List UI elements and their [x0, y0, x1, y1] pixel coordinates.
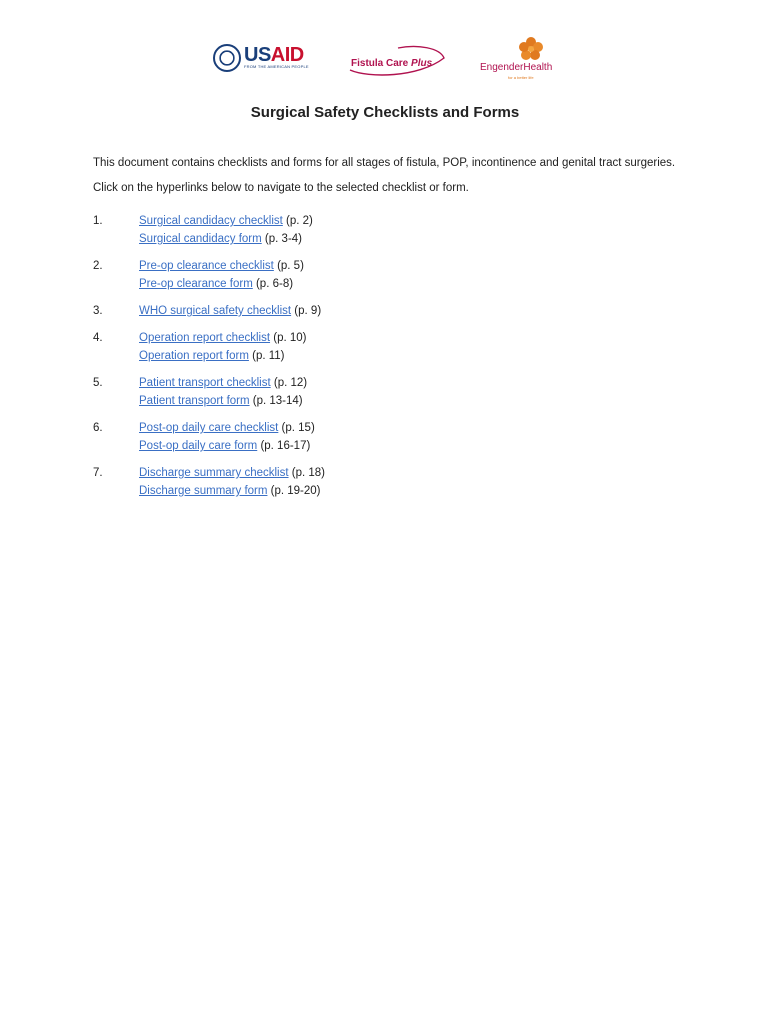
index-number: 5.: [93, 377, 103, 389]
index-number: 3.: [93, 305, 103, 317]
index-number: 1.: [93, 215, 103, 227]
usaid-logo: [213, 44, 309, 72]
index-entry: [139, 464, 325, 482]
index-item: [93, 302, 683, 320]
hyperlink[interactable]: Patient transport form: [139, 395, 250, 407]
page-reference: (p. 15): [278, 422, 315, 434]
hyperlink[interactable]: Operation report checklist: [139, 332, 271, 344]
page-reference: (p. 9): [291, 305, 322, 317]
document-title: Surgical Safety Checklists and Forms: [250, 104, 520, 121]
index-entry: [139, 230, 313, 248]
hyperlink[interactable]: Surgical candidacy form: [139, 233, 262, 245]
fistula-care-plus-logo: [348, 44, 448, 76]
engenderhealth-flower-icon: [518, 36, 544, 62]
index-number: 6.: [93, 422, 103, 434]
hyperlink[interactable]: Post-op daily care form: [139, 440, 258, 452]
page-reference: (p. 2): [282, 215, 313, 227]
index-entry: [139, 347, 306, 365]
index-entry: [139, 302, 321, 320]
engenderhealth-logo: [478, 36, 558, 82]
index-entry: [139, 275, 304, 293]
index-item: [93, 464, 683, 500]
index-entry: [139, 419, 315, 437]
index-item: [93, 257, 683, 293]
index-entry: [139, 437, 315, 455]
header-logos: [0, 36, 770, 86]
index-entry: [139, 482, 325, 500]
index-item: [93, 419, 683, 455]
usaid-seal-icon: [213, 44, 241, 72]
index-entry: [139, 329, 306, 347]
page-reference: (p. 3-4): [261, 233, 302, 245]
index-item: [93, 212, 683, 248]
page-reference: (p. 6-8): [252, 278, 294, 290]
page-reference: (p. 16-17): [257, 440, 311, 452]
engenderhealth-name: EngenderHealth: [480, 62, 553, 73]
hyperlink[interactable]: Operation report form: [139, 350, 249, 362]
intro-paragraph: This document contains checklists and forms for all stages of fistula, POP, incontinence and genital tract surgeries. Click on the hyperlinks below to navigate to the selected checklist or form.: [93, 157, 676, 194]
index-entry: [139, 212, 313, 230]
page-reference: (p. 5): [273, 260, 304, 272]
hyperlink[interactable]: Post-op daily care checklist: [139, 422, 279, 434]
hyperlink[interactable]: Pre-op clearance form: [139, 278, 253, 290]
index-number: 4.: [93, 332, 103, 344]
hyperlink[interactable]: WHO surgical safety checklist: [139, 305, 292, 317]
hyperlink[interactable]: Surgical candidacy checklist: [139, 215, 283, 227]
page-reference: (p. 11): [248, 350, 285, 362]
index-entry: [139, 392, 307, 410]
page-reference: (p. 19-20): [267, 485, 321, 497]
page-reference: (p. 13-14): [249, 395, 303, 407]
page-reference: (p. 18): [288, 467, 325, 479]
hyperlink[interactable]: Discharge summary form: [139, 485, 268, 497]
page-reference: (p. 12): [270, 377, 308, 389]
usaid-wordmark: USAID: [244, 44, 304, 66]
index-number: 2.: [93, 260, 103, 272]
usaid-tagline: FROM THE AMERICAN PEOPLE: [244, 64, 309, 69]
index-number: 7.: [93, 467, 103, 479]
hyperlink[interactable]: Discharge summary checklist: [139, 467, 289, 479]
page-reference: (p. 10): [270, 332, 307, 344]
fistula-care-name: Fistula Care Plus: [351, 58, 433, 69]
checklist-index: [93, 212, 683, 509]
engenderhealth-tagline: for a better life: [508, 75, 534, 80]
index-entry: [139, 374, 307, 392]
hyperlink[interactable]: Pre-op clearance checklist: [139, 260, 274, 272]
index-entry: [139, 257, 304, 275]
index-item: [93, 374, 683, 410]
index-item: [93, 329, 683, 365]
hyperlink[interactable]: Patient transport checklist: [139, 377, 271, 389]
